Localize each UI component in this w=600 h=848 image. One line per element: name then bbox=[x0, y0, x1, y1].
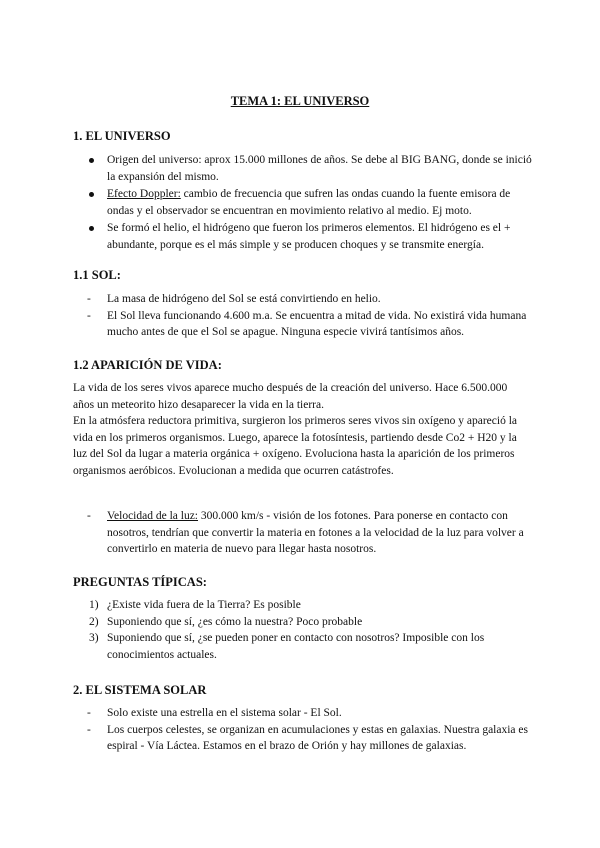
list-item-text: 300.000 km/s - visión de los fotones. Para ponerse en contacto con nosotros, tendrían que convertir la materia en fotones a la velocidad de la luz para volver a convertirlo en materia de nuevo para llegar hasta nosotros. bbox=[107, 510, 524, 555]
list-item bbox=[73, 630, 533, 663]
list-item-text: Origen del universo: aprox 15.000 millones de años. Se debe al BIG BANG, donde se inició la expansión del mismo. bbox=[107, 154, 532, 183]
list-number: 2) bbox=[89, 615, 99, 628]
section-heading-sol: 1.1 SOL: bbox=[73, 268, 121, 282]
dash-icon: - bbox=[87, 293, 91, 305]
list-item bbox=[73, 597, 533, 614]
luz-list bbox=[73, 508, 533, 558]
paragraph-atmosfera: En la atmósfera reductora primitiva, surgieron los primeros seres vivos sin oxígeno y apareció la vida en los primeros organismos. Luego, aparece la fotosíntesis, partiendo desde Co2 + H20 y la luz del Sol da lugar a materia orgánica + oxígeno. Evoluciona hasta la aparición de los primeros organismos aeróbicos. Evolucionan a medida que ocurren catástrofes. bbox=[73, 415, 518, 477]
list-item-text: Solo existe una estrella en el sistema solar - El Sol. bbox=[107, 707, 342, 719]
list-item-text: El Sol lleva funcionando 4.600 m.a. Se encuentra a mitad de vida. No existirá vida humana mucho antes de que el Sol se apague. Ninguna especie vivirá tantísimos años. bbox=[107, 309, 527, 338]
list-item-text: La masa de hidrógeno del Sol se está convirtiendo en helio. bbox=[107, 293, 381, 305]
vida-paragraph bbox=[73, 380, 531, 479]
dash-icon: - bbox=[87, 723, 91, 736]
list-item bbox=[73, 705, 533, 722]
sol-list bbox=[73, 291, 533, 341]
page-title: TEMA 1: EL UNIVERSO bbox=[230, 94, 370, 108]
dash-icon: - bbox=[87, 510, 91, 522]
universo-list bbox=[73, 152, 533, 253]
list-number: 1) bbox=[89, 599, 99, 611]
list-item bbox=[73, 152, 533, 185]
list-number: 3) bbox=[89, 632, 99, 644]
list-item-text: Suponiendo que sí, ¿es cómo la nuestra? Poco probable bbox=[107, 615, 363, 628]
dash-icon: - bbox=[87, 309, 91, 322]
bullet-icon bbox=[89, 192, 94, 197]
list-item bbox=[73, 308, 533, 341]
list-item-text: Suponiendo que sí, ¿se pueden poner en contacto con nosotros? Imposible con los conocimientos actuales. bbox=[107, 632, 485, 661]
section-heading-preguntas: PREGUNTAS TÍPICAS: bbox=[73, 575, 207, 589]
sistema-solar-list bbox=[73, 705, 533, 755]
dash-icon: - bbox=[87, 707, 91, 719]
bullet-icon bbox=[89, 226, 94, 231]
list-item bbox=[73, 186, 533, 219]
paragraph-meteorito: La vida de los seres vivos aparece mucho después de la creación del universo. Hace 6.500.000 años un meteorito hizo desaparecer la vida en la tierra. bbox=[73, 382, 508, 411]
term-label: Velocidad de la luz: bbox=[107, 510, 199, 522]
section-heading-vida: 1.2 APARICIÓN DE VIDA: bbox=[73, 358, 222, 372]
bullet-icon bbox=[89, 158, 94, 163]
list-item bbox=[73, 291, 533, 308]
term-label: Efecto Doppler: bbox=[107, 188, 181, 200]
list-item-text: Los cuerpos celestes, se organizan en acumulaciones y estas en galaxias. Nuestra galaxia es espiral - Vía Láctea. Estamos en el brazo de Orión y hay millones de galaxias. bbox=[107, 723, 528, 752]
section-heading-universo: 1. EL UNIVERSO bbox=[73, 129, 171, 143]
list-item bbox=[73, 722, 533, 755]
list-item-text: Se formó el helio, el hidrógeno que fueron los primeros elementos. El hidrógeno es el + abundante, porque es el más simple y se producen choques y se transmite energía. bbox=[107, 222, 511, 251]
list-item-text: cambio de frecuencia que sufren las ondas cuando la fuente emisora de ondas y el observador se encuentran en movimiento relativo al medio. Ej moto. bbox=[107, 188, 511, 217]
list-item-text: ¿Existe vida fuera de la Tierra? Es posible bbox=[107, 599, 301, 611]
section-heading-sistema-solar: 2. EL SISTEMA SOLAR bbox=[73, 683, 207, 697]
list-item bbox=[73, 220, 533, 253]
list-item bbox=[73, 614, 533, 631]
list-item bbox=[73, 508, 533, 558]
preguntas-list bbox=[73, 597, 533, 663]
